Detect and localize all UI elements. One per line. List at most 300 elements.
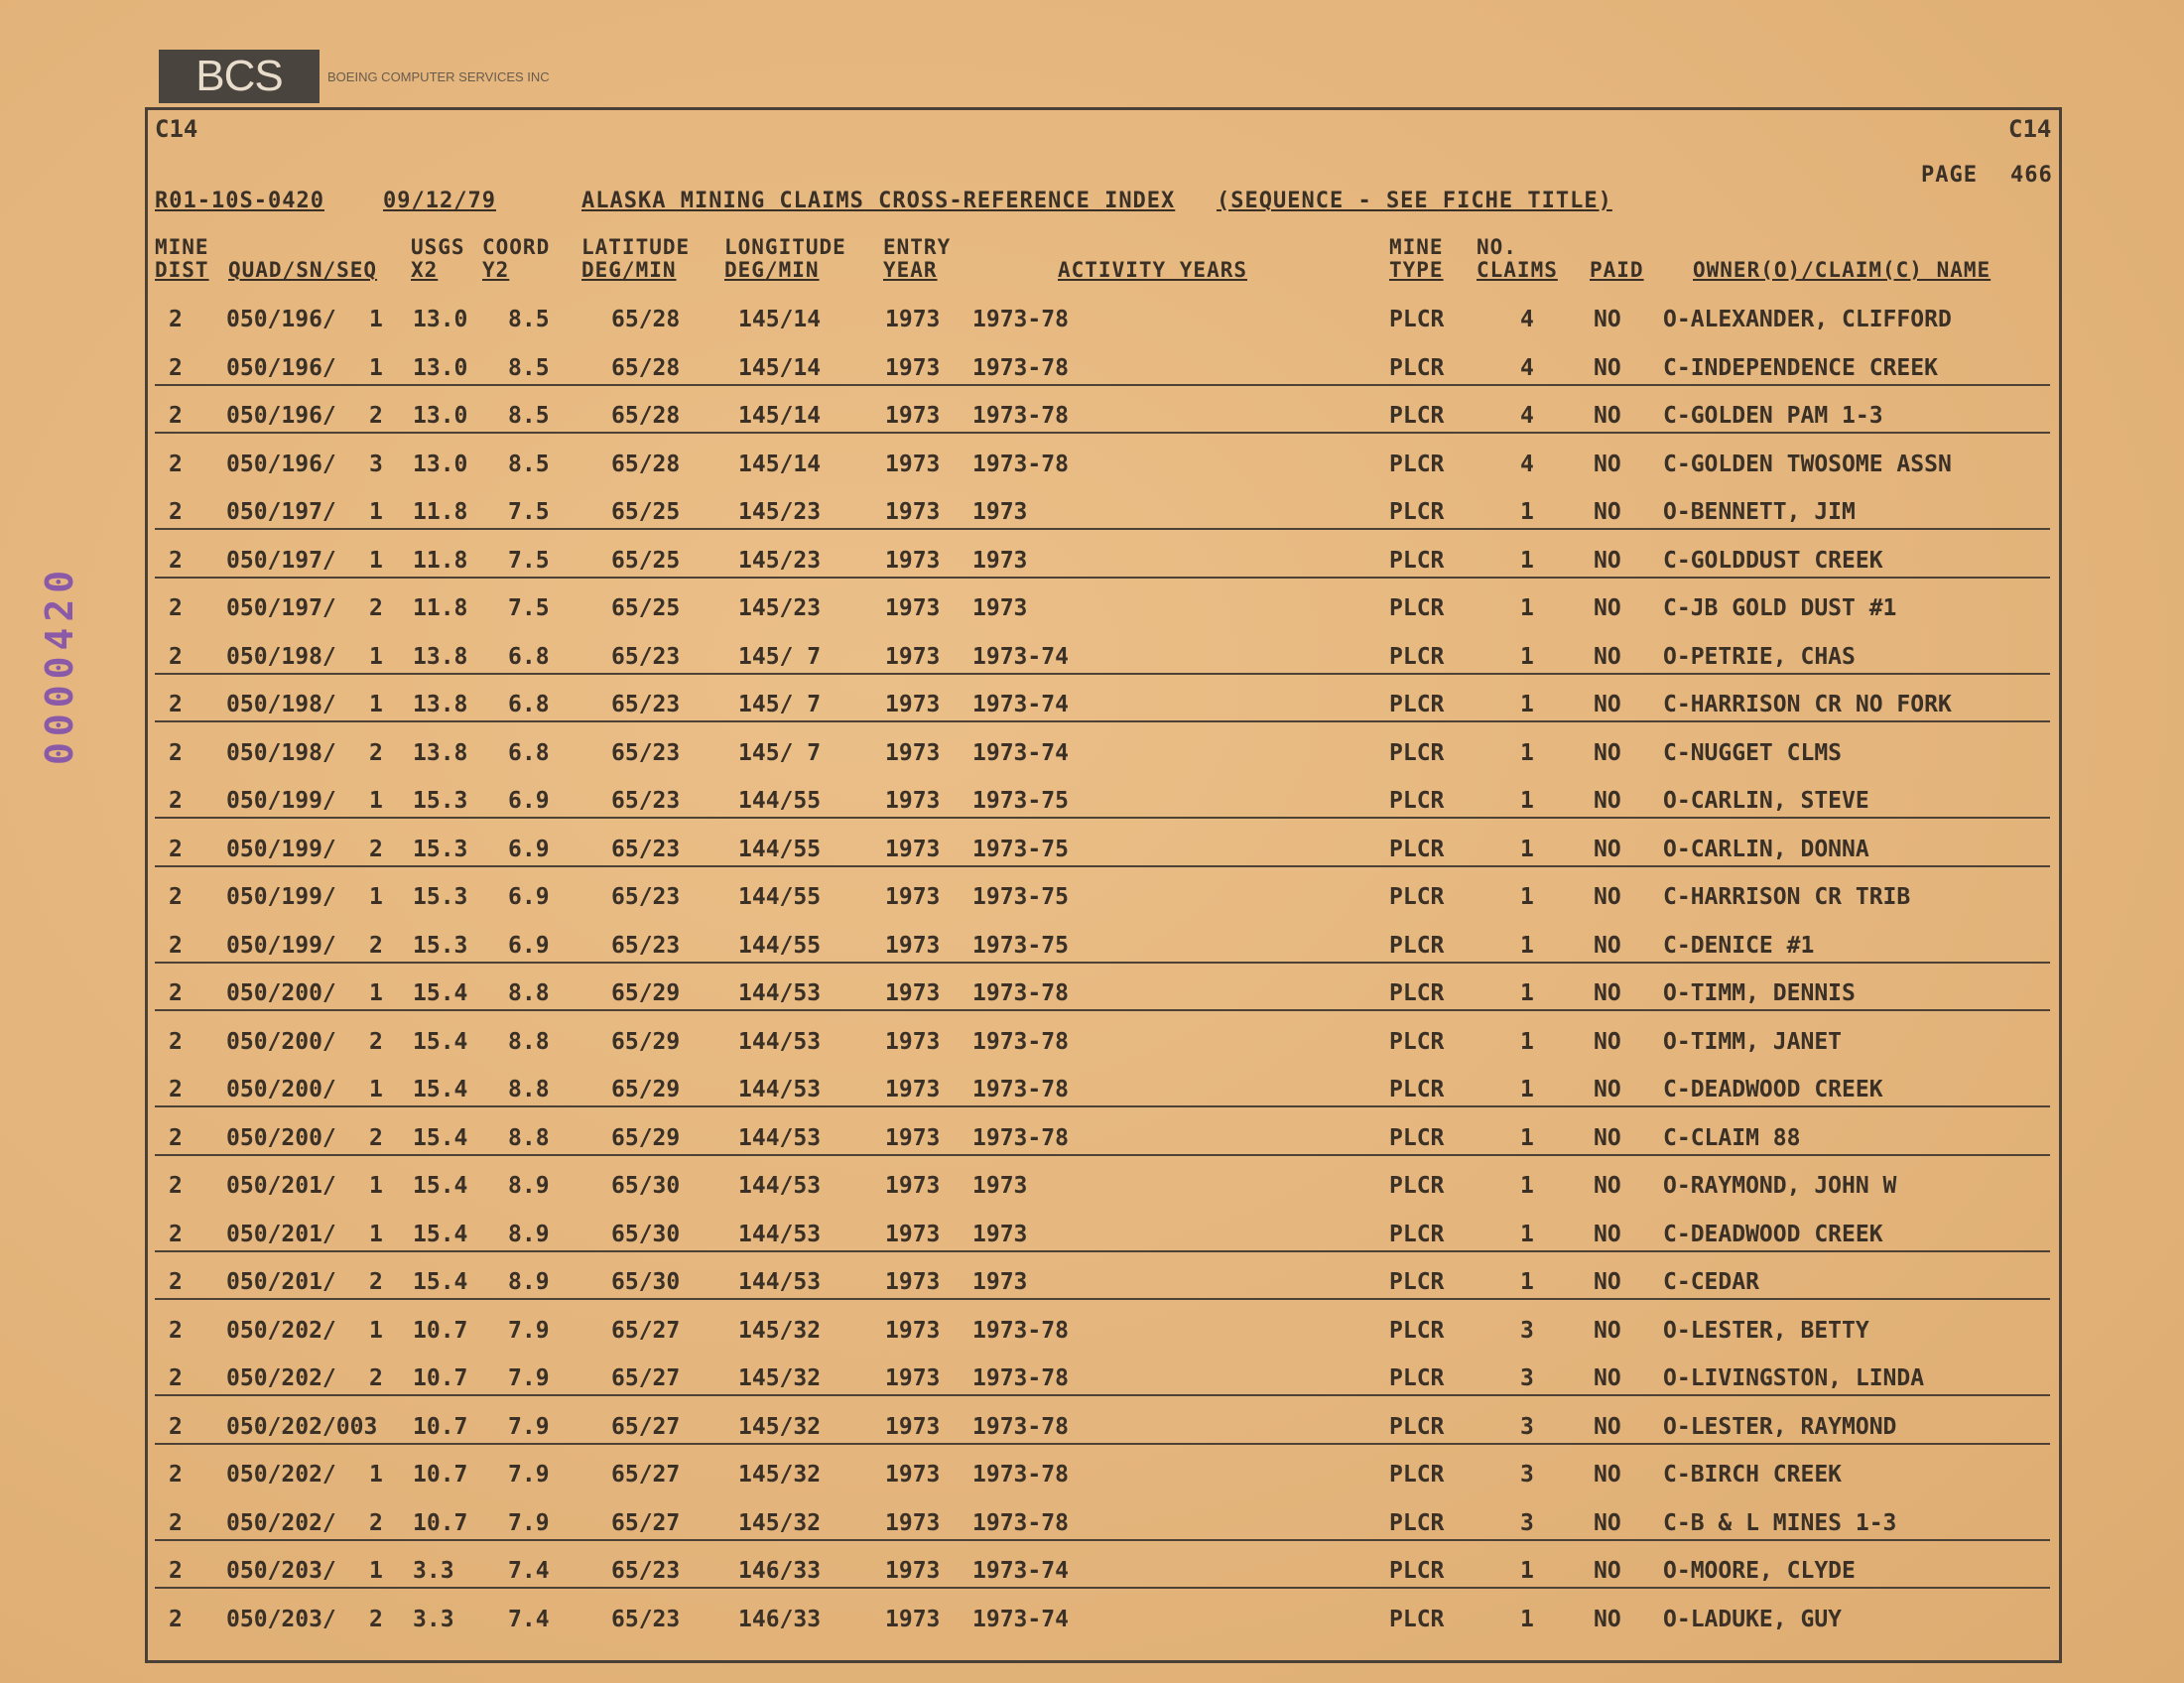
cell-longitude: 145/23: [738, 499, 822, 525]
cell-entry-year: 1973: [885, 547, 941, 574]
cell-y2: 6.9: [508, 788, 550, 814]
cell-activity-years: 1973-78: [972, 354, 1069, 381]
cell-seq: 1: [369, 1462, 383, 1488]
cell-quad: 050/202/: [226, 1509, 336, 1536]
cell-claims: 1: [1520, 692, 1534, 717]
cell-entry-year: 1973: [885, 1269, 941, 1295]
cell-seq: 1: [369, 1221, 383, 1247]
cell-seq: 1: [369, 884, 383, 910]
cell-owner-claim-name: C-CEDAR: [1663, 1269, 1759, 1295]
cell-activity-years: 1973-78: [972, 1462, 1069, 1488]
cell-latitude: 65/27: [611, 1413, 681, 1440]
cell-mine-dist: 2: [169, 354, 183, 381]
cell-seq: 1: [369, 1558, 383, 1584]
cell-x2: 15.4: [413, 980, 468, 1006]
cell-quad: 050/196/: [226, 307, 336, 332]
cell-claims: 4: [1520, 354, 1534, 381]
cell-quad: 050/201/: [226, 1269, 336, 1295]
cell-quad: 050/199/: [226, 932, 336, 959]
cell-paid: NO: [1594, 499, 1621, 525]
cell-mine-type: PLCR: [1389, 1269, 1445, 1295]
row-rule: [155, 1154, 2050, 1156]
cell-entry-year: 1973: [885, 1028, 941, 1055]
cell-mine-type: PLCR: [1389, 980, 1445, 1006]
cell-activity-years: 1973-78: [972, 1124, 1069, 1151]
cell-entry-year: 1973: [885, 739, 941, 766]
cell-mine-type: PLCR: [1389, 1462, 1445, 1488]
cell-mine-dist: 2: [169, 1462, 183, 1488]
cell-latitude: 65/23: [611, 1606, 681, 1632]
col-header-claims-bottom: CLAIMS: [1477, 258, 1558, 282]
cell-latitude: 65/23: [611, 836, 681, 862]
table-row: [0, 392, 2184, 440]
cell-x2: 11.8: [413, 547, 468, 574]
cell-latitude: 65/23: [611, 788, 681, 814]
table-row: [0, 729, 2184, 777]
cell-paid: NO: [1594, 1124, 1621, 1151]
cell-entry-year: 1973: [885, 595, 941, 621]
cell-quad: 050/202/: [226, 1365, 336, 1391]
cell-claims: 1: [1520, 1173, 1534, 1199]
cell-mine-dist: 2: [169, 1509, 183, 1536]
cell-x2: 13.8: [413, 739, 468, 766]
cell-longitude: 145/14: [738, 307, 822, 332]
cell-quad: 050/199/: [226, 788, 336, 814]
cell-activity-years: 1973-78: [972, 1028, 1069, 1055]
cell-mine-dist: 2: [169, 1413, 183, 1440]
cell-owner-claim-name: O-LADUKE, GUY: [1663, 1606, 1843, 1632]
cell-seq: 1: [369, 1317, 383, 1344]
cell-quad: 050/201/: [226, 1221, 336, 1247]
cell-activity-years: 1973: [972, 499, 1028, 525]
cell-seq: 2: [369, 403, 383, 429]
cell-mine-dist: 2: [169, 884, 183, 910]
row-rule: [155, 577, 2050, 579]
cell-quad: 050/203/: [226, 1558, 336, 1584]
cell-longitude: 145/14: [738, 451, 822, 477]
corner-label-right: C14: [2008, 115, 2052, 143]
cell-claims: 1: [1520, 932, 1534, 959]
table-row: [0, 922, 2184, 970]
cell-latitude: 65/23: [611, 884, 681, 910]
cell-longitude: 145/32: [738, 1413, 822, 1440]
cell-quad: 050/198/: [226, 739, 336, 766]
table-row: [0, 441, 2184, 488]
cell-x2: 15.4: [413, 1269, 468, 1295]
row-rule: [155, 1298, 2050, 1300]
stamp-number: 0000420: [38, 564, 81, 766]
cell-owner-claim-name: O-TIMM, DENNIS: [1663, 980, 1856, 1006]
cell-entry-year: 1973: [885, 884, 941, 910]
cell-paid: NO: [1594, 1606, 1621, 1632]
cell-entry-year: 1973: [885, 403, 941, 429]
table-row: [0, 873, 2184, 921]
cell-longitude: 144/53: [738, 1269, 822, 1295]
cell-activity-years: 1973-78: [972, 307, 1069, 332]
cell-paid: NO: [1594, 354, 1621, 381]
cell-mine-type: PLCR: [1389, 499, 1445, 525]
cell-seq: 2: [369, 1606, 383, 1632]
cell-seq: 2: [369, 1028, 383, 1055]
cell-seq: 2: [369, 1269, 383, 1295]
cell-paid: NO: [1594, 692, 1621, 717]
cell-x2: 15.3: [413, 788, 468, 814]
cell-seq: 1: [369, 1173, 383, 1199]
cell-claims: 1: [1520, 739, 1534, 766]
cell-mine-type: PLCR: [1389, 1221, 1445, 1247]
cell-x2: 10.7: [413, 1317, 468, 1344]
col-header-lon-bottom: DEG/MIN: [724, 258, 820, 282]
cell-longitude: 145/32: [738, 1317, 822, 1344]
cell-latitude: 65/30: [611, 1221, 681, 1247]
cell-mine-dist: 2: [169, 1124, 183, 1151]
cell-quad: 050/201/: [226, 1173, 336, 1199]
cell-latitude: 65/23: [611, 739, 681, 766]
col-header-entry-top: ENTRY: [883, 235, 952, 259]
cell-seq: 1: [369, 499, 383, 525]
row-rule: [155, 1443, 2050, 1445]
cell-owner-claim-name: C-NUGGET CLMS: [1663, 739, 1843, 766]
cell-activity-years: 1973-74: [972, 739, 1069, 766]
table-row: [0, 1018, 2184, 1066]
col-header-activity-bottom: ACTIVITY YEARS: [1058, 258, 1248, 282]
cell-latitude: 65/27: [611, 1462, 681, 1488]
cell-x2: 15.4: [413, 1173, 468, 1199]
cell-seq: 1: [369, 307, 383, 332]
cell-longitude: 144/55: [738, 884, 822, 910]
table-row: [0, 1066, 2184, 1113]
table-row: [0, 1258, 2184, 1306]
cell-paid: NO: [1594, 1077, 1621, 1102]
cell-longitude: 146/33: [738, 1558, 822, 1584]
cell-claims: 1: [1520, 595, 1534, 621]
cell-entry-year: 1973: [885, 307, 941, 332]
table-row: [0, 296, 2184, 343]
col-header-claims-top: NO.: [1477, 235, 1517, 259]
cell-latitude: 65/23: [611, 932, 681, 959]
cell-activity-years: 1973-75: [972, 884, 1069, 910]
cell-x2: 13.8: [413, 692, 468, 717]
table-row: [0, 1596, 2184, 1643]
col-header-type-bottom: TYPE: [1389, 258, 1444, 282]
cell-owner-claim-name: O-ALEXANDER, CLIFFORD: [1663, 307, 1952, 332]
cell-y2: 8.8: [508, 1077, 550, 1102]
cell-entry-year: 1973: [885, 980, 941, 1006]
cell-x2: 13.0: [413, 354, 468, 381]
cell-longitude: 144/55: [738, 932, 822, 959]
table-row: [0, 826, 2184, 873]
cell-latitude: 65/27: [611, 1317, 681, 1344]
table-row: [0, 488, 2184, 536]
cell-claims: 1: [1520, 1124, 1534, 1151]
cell-activity-years: 1973-78: [972, 451, 1069, 477]
cell-owner-claim-name: O-LESTER, RAYMOND: [1663, 1413, 1897, 1440]
cell-y2: 7.9: [508, 1462, 550, 1488]
cell-paid: NO: [1594, 788, 1621, 814]
cell-activity-years: 1973-78: [972, 1509, 1069, 1536]
cell-quad: 050/199/: [226, 884, 336, 910]
cell-activity-years: 1973-75: [972, 788, 1069, 814]
cell-x2: 15.4: [413, 1077, 468, 1102]
table-row: [0, 1307, 2184, 1355]
table-row: [0, 1211, 2184, 1258]
cell-entry-year: 1973: [885, 499, 941, 525]
cell-activity-years: 1973-74: [972, 1558, 1069, 1584]
cell-y2: 8.9: [508, 1221, 550, 1247]
cell-owner-claim-name: C-BIRCH CREEK: [1663, 1462, 1843, 1488]
cell-seq: 2: [369, 932, 383, 959]
table-row: [0, 633, 2184, 681]
cell-mine-type: PLCR: [1389, 932, 1445, 959]
cell-claims: 1: [1520, 1028, 1534, 1055]
cell-mine-type: PLCR: [1389, 1173, 1445, 1199]
cell-mine-type: PLCR: [1389, 739, 1445, 766]
cell-paid: NO: [1594, 980, 1621, 1006]
col-header-mine-dist-bottom: DIST: [155, 258, 209, 282]
cell-claims: 4: [1520, 451, 1534, 477]
cell-claims: 1: [1520, 499, 1534, 525]
cell-seq: 1: [369, 547, 383, 574]
cell-longitude: 146/33: [738, 1606, 822, 1632]
cell-owner-claim-name: O-LESTER, BETTY: [1663, 1317, 1869, 1344]
cell-quad: 050/197/: [226, 595, 336, 621]
cell-longitude: 145/ 7: [738, 739, 822, 766]
cell-claims: 1: [1520, 980, 1534, 1006]
cell-y2: 7.4: [508, 1558, 550, 1584]
cell-x2: 15.3: [413, 836, 468, 862]
cell-claims: 1: [1520, 788, 1534, 814]
cell-mine-dist: 2: [169, 932, 183, 959]
cell-paid: NO: [1594, 884, 1621, 910]
cell-claims: 3: [1520, 1509, 1534, 1536]
cell-y2: 6.9: [508, 884, 550, 910]
cell-claims: 1: [1520, 1077, 1534, 1102]
table-row: [0, 1499, 2184, 1547]
cell-entry-year: 1973: [885, 788, 941, 814]
cell-quad: 050/197/: [226, 547, 336, 574]
row-rule: [155, 673, 2050, 675]
cell-x2: 15.3: [413, 884, 468, 910]
cell-mine-dist: 2: [169, 1077, 183, 1102]
cell-mine-type: PLCR: [1389, 643, 1445, 670]
row-rule: [155, 1539, 2050, 1541]
cell-longitude: 145/14: [738, 354, 822, 381]
cell-owner-claim-name: O-TIMM, JANET: [1663, 1028, 1843, 1055]
col-header-paid-bottom: PAID: [1590, 258, 1644, 282]
cell-seq: 2: [369, 595, 383, 621]
cell-y2: 8.5: [508, 403, 550, 429]
cell-owner-claim-name: O-RAYMOND, JOHN W: [1663, 1173, 1897, 1199]
col-header-lat-top: LATITUDE: [581, 235, 691, 259]
cell-mine-dist: 2: [169, 1173, 183, 1199]
cell-mine-type: PLCR: [1389, 403, 1445, 429]
cell-entry-year: 1973: [885, 643, 941, 670]
cell-seq: 3: [369, 451, 383, 477]
cell-paid: NO: [1594, 1269, 1621, 1295]
cell-mine-dist: 2: [169, 499, 183, 525]
table-row: [0, 1547, 2184, 1595]
cell-mine-type: PLCR: [1389, 307, 1445, 332]
cell-latitude: 65/29: [611, 1124, 681, 1151]
cell-claims: 3: [1520, 1413, 1534, 1440]
cell-x2: 15.3: [413, 932, 468, 959]
cell-activity-years: 1973-75: [972, 932, 1069, 959]
cell-claims: 1: [1520, 1558, 1534, 1584]
cell-activity-years: 1973-78: [972, 1413, 1069, 1440]
cell-entry-year: 1973: [885, 1413, 941, 1440]
cell-x2: 13.0: [413, 403, 468, 429]
cell-mine-dist: 2: [169, 1606, 183, 1632]
cell-mine-dist: 2: [169, 836, 183, 862]
cell-quad: 050/196/: [226, 451, 336, 477]
cell-entry-year: 1973: [885, 1365, 941, 1391]
cell-x2: 10.7: [413, 1509, 468, 1536]
cell-paid: NO: [1594, 1173, 1621, 1199]
cell-quad: 050/200/: [226, 980, 336, 1006]
col-header-entry-bottom: YEAR: [883, 258, 938, 282]
cell-seq: 1: [369, 1077, 383, 1102]
cell-owner-claim-name: C-DEADWOOD CREEK: [1663, 1077, 1883, 1102]
table-row: [0, 344, 2184, 392]
cell-quad: 050/203/: [226, 1606, 336, 1632]
cell-mine-dist: 2: [169, 788, 183, 814]
cell-mine-type: PLCR: [1389, 595, 1445, 621]
cell-owner-claim-name: C-HARRISON CR NO FORK: [1663, 692, 1952, 717]
cell-quad: 050/196/: [226, 403, 336, 429]
cell-y2: 8.9: [508, 1173, 550, 1199]
cell-latitude: 65/25: [611, 595, 681, 621]
cell-longitude: 144/53: [738, 980, 822, 1006]
cell-activity-years: 1973-78: [972, 1317, 1069, 1344]
cell-entry-year: 1973: [885, 1317, 941, 1344]
cell-paid: NO: [1594, 932, 1621, 959]
cell-y2: 6.8: [508, 692, 550, 717]
cell-activity-years: 1973: [972, 547, 1028, 574]
cell-y2: 7.9: [508, 1365, 550, 1391]
cell-x2: 15.4: [413, 1028, 468, 1055]
col-header-lon-top: LONGITUDE: [724, 235, 846, 259]
cell-mine-type: PLCR: [1389, 1365, 1445, 1391]
cell-longitude: 145/14: [738, 403, 822, 429]
cell-paid: NO: [1594, 1509, 1621, 1536]
cell-activity-years: 1973-74: [972, 643, 1069, 670]
col-header-y2-bottom: Y2: [482, 258, 510, 282]
cell-y2: 8.8: [508, 1124, 550, 1151]
row-rule: [155, 1250, 2050, 1252]
cell-latitude: 65/30: [611, 1173, 681, 1199]
cell-y2: 6.8: [508, 643, 550, 670]
cell-mine-dist: 2: [169, 1365, 183, 1391]
cell-paid: NO: [1594, 643, 1621, 670]
cell-paid: NO: [1594, 403, 1621, 429]
cell-mine-type: PLCR: [1389, 788, 1445, 814]
cell-entry-year: 1973: [885, 932, 941, 959]
cell-quad: 050/199/: [226, 836, 336, 862]
cell-owner-claim-name: C-GOLDDUST CREEK: [1663, 547, 1883, 574]
cell-entry-year: 1973: [885, 451, 941, 477]
cell-mine-dist: 2: [169, 643, 183, 670]
cell-longitude: 145/ 7: [738, 692, 822, 717]
cell-longitude: 145/32: [738, 1509, 822, 1536]
row-rule: [155, 1009, 2050, 1011]
cell-owner-claim-name: C-DEADWOOD CREEK: [1663, 1221, 1883, 1247]
cell-quad: 050/197/: [226, 499, 336, 525]
cell-y2: 8.5: [508, 354, 550, 381]
col-header-x2-bottom: X2: [411, 258, 439, 282]
cell-longitude: 145/23: [738, 547, 822, 574]
table-row: [0, 1451, 2184, 1498]
cell-y2: 7.5: [508, 499, 550, 525]
table-row: [0, 681, 2184, 728]
cell-x2: 3.3: [413, 1558, 454, 1584]
cell-y2: 8.9: [508, 1269, 550, 1295]
cell-owner-claim-name: C-DENICE #1: [1663, 932, 1815, 959]
cell-seq: 2: [369, 1509, 383, 1536]
cell-entry-year: 1973: [885, 1462, 941, 1488]
cell-y2: 6.9: [508, 836, 550, 862]
cell-owner-claim-name: C-B & L MINES 1-3: [1663, 1509, 1897, 1536]
cell-paid: NO: [1594, 1221, 1621, 1247]
report-date: 09/12/79: [383, 189, 496, 213]
cell-mine-type: PLCR: [1389, 1558, 1445, 1584]
col-header-y2-top: COORD: [482, 235, 551, 259]
cell-longitude: 144/53: [738, 1077, 822, 1102]
cell-mine-type: PLCR: [1389, 1606, 1445, 1632]
cell-paid: NO: [1594, 836, 1621, 862]
cell-owner-claim-name: O-LIVINGSTON, LINDA: [1663, 1365, 1925, 1391]
cell-activity-years: 1973-75: [972, 836, 1069, 862]
cell-mine-type: PLCR: [1389, 692, 1445, 717]
row-rule: [155, 817, 2050, 819]
cell-latitude: 65/23: [611, 1558, 681, 1584]
cell-mine-dist: 2: [169, 980, 183, 1006]
cell-mine-type: PLCR: [1389, 1028, 1445, 1055]
cell-latitude: 65/25: [611, 547, 681, 574]
cell-longitude: 145/23: [738, 595, 822, 621]
cell-y2: 8.8: [508, 980, 550, 1006]
corner-label-left: C14: [155, 115, 198, 143]
cell-mine-dist: 2: [169, 739, 183, 766]
cell-activity-years: 1973: [972, 595, 1028, 621]
cell-longitude: 145/32: [738, 1462, 822, 1488]
cell-entry-year: 1973: [885, 1509, 941, 1536]
cell-seq: 1: [369, 354, 383, 381]
cell-y2: 7.5: [508, 595, 550, 621]
cell-latitude: 65/29: [611, 1077, 681, 1102]
row-rule: [155, 865, 2050, 867]
cell-paid: NO: [1594, 1028, 1621, 1055]
cell-longitude: 144/53: [738, 1028, 822, 1055]
cell-mine-type: PLCR: [1389, 1077, 1445, 1102]
cell-y2: 7.9: [508, 1317, 550, 1344]
row-rule: [155, 962, 2050, 964]
cell-latitude: 65/28: [611, 403, 681, 429]
cell-y2: 7.9: [508, 1413, 550, 1440]
cell-quad: 050/200/: [226, 1077, 336, 1102]
report-title: ALASKA MINING CLAIMS CROSS-REFERENCE INDEX: [581, 189, 1176, 213]
logo-company-name: BOEING COMPUTER SERVICES INC: [327, 69, 550, 84]
cell-x2: 10.7: [413, 1462, 468, 1488]
cell-mine-type: PLCR: [1389, 1124, 1445, 1151]
cell-owner-claim-name: O-CARLIN, STEVE: [1663, 788, 1869, 814]
cell-seq: 1: [369, 980, 383, 1006]
cell-owner-claim-name: C-CLAIM 88: [1663, 1124, 1801, 1151]
bcs-logo: [159, 50, 320, 103]
cell-claims: 1: [1520, 836, 1534, 862]
cell-latitude: 65/23: [611, 643, 681, 670]
cell-y2: 7.9: [508, 1509, 550, 1536]
cell-x2: 15.4: [413, 1221, 468, 1247]
